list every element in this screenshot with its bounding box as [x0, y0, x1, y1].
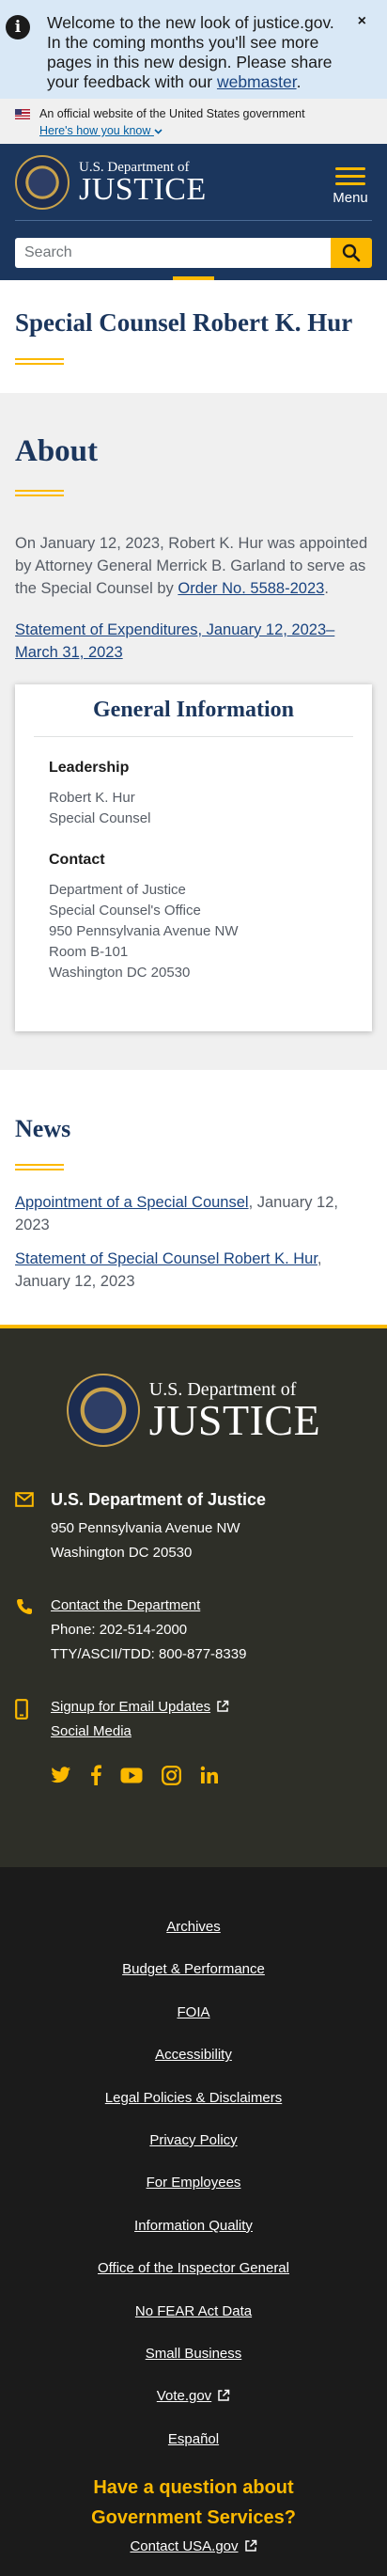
external-link-icon: [216, 1700, 229, 1713]
facebook-icon[interactable]: [90, 1765, 101, 1785]
footer-links: [0, 1867, 387, 2576]
about-section: [0, 393, 387, 1070]
site-alert: [0, 0, 387, 99]
footer-link-inspector-general[interactable]: Office of the Inspector General: [97, 2260, 289, 2277]
order-link[interactable]: Order No. 5588-2023: [178, 580, 325, 597]
footer-link-small-business[interactable]: Small Business: [145, 2345, 242, 2362]
news-link-appointment[interactable]: Appointment of a Special Counsel: [15, 1194, 249, 1211]
alert-message: [47, 13, 346, 92]
search-input[interactable]: [15, 238, 331, 268]
search-form: [15, 221, 372, 268]
footer-link-vote[interactable]: [0, 2387, 387, 2429]
leader-role: Special Counsel: [49, 810, 151, 826]
footer-link-archives[interactable]: Archives: [166, 1919, 221, 1935]
contact-line: Special Counsel's Office: [49, 903, 201, 919]
footer-link-budget[interactable]: Budget & Performance: [122, 1961, 265, 1978]
contact-line: Room B-101: [49, 944, 129, 960]
email-updates-link[interactable]: [51, 1699, 229, 1715]
info-icon: i: [6, 15, 30, 39]
footer-link-legal[interactable]: Legal Policies & Disclaimers: [104, 2089, 283, 2106]
about-heading: About: [15, 434, 99, 468]
leader-name: Robert K. Hur: [49, 790, 135, 806]
social-media-link[interactable]: Social Media: [51, 1723, 132, 1739]
twitter-icon[interactable]: [51, 1767, 71, 1783]
brand-small-text: U.S. Department of: [79, 159, 190, 175]
footer-phone: Phone: 202-514-2000: [51, 1622, 188, 1638]
official-website-text: An official website of the United States government: [39, 107, 305, 120]
phone-icon: [15, 1597, 34, 1616]
page-title-section: [0, 280, 387, 393]
us-flag-icon: [15, 109, 30, 119]
footer-link-no-fear[interactable]: No FEAR Act Data: [134, 2302, 253, 2319]
footer-updates-row: [15, 1695, 372, 1744]
alert-text: Welcome to the new look of justice.gov. In the coming months you'll see more pages in this new design. Please share your feedback with our: [47, 13, 334, 91]
footer-phone-row: [15, 1594, 372, 1667]
brand-big-text: JUSTICE: [79, 171, 207, 207]
news-date: , January 12, 2023: [15, 1194, 338, 1233]
news-section: [0, 1070, 387, 1325]
footer-contact-info: [0, 1488, 387, 1785]
footer-logo[interactable]: [0, 1374, 387, 1447]
contact-line: 950 Pennsylvania Avenue NW: [49, 923, 239, 939]
contact-label: Contact: [49, 852, 105, 868]
general-info-title: General Information: [34, 698, 353, 737]
footer-main: [0, 1325, 387, 1867]
footer-tty: TTY/ASCII/TDD: 800-877-8339: [51, 1646, 247, 1662]
about-paragraph: [15, 532, 372, 600]
contact-line: Washington DC 20530: [49, 965, 191, 981]
footer-link-foia[interactable]: FOIA: [177, 2003, 210, 2020]
footer-link-accessibility[interactable]: Accessibility: [155, 2047, 232, 2064]
email-updates-label: Signup for Email Updates: [51, 1699, 211, 1715]
linkedin-icon[interactable]: [200, 1766, 219, 1784]
contact-department-link[interactable]: Contact the Department: [51, 1597, 201, 1613]
search-icon: [342, 243, 361, 262]
about-text: On January 12, 2023, Robert K. Hur was appointed by Attorney General Merrick B. Garland to serve as the Special Counsel by: [15, 535, 368, 597]
external-link-icon: [244, 2539, 257, 2552]
header-notch: [173, 276, 214, 280]
government-services-question: Have a question about Government Services?: [91, 2477, 296, 2529]
footer-link-privacy[interactable]: Privacy Policy: [149, 2131, 238, 2148]
about-period: .: [324, 580, 329, 597]
footer-address-row: [15, 1488, 372, 1565]
footer-address-line: Washington DC 20530: [51, 1545, 193, 1561]
menu-label: Menu: [333, 190, 368, 206]
news-divider: [15, 1164, 64, 1170]
mail-icon: [15, 1492, 34, 1507]
expenditures-link[interactable]: Statement of Expenditures, January 12, 2023–March 31, 2023: [15, 621, 335, 661]
how-you-know-label: Here's how you know: [39, 124, 151, 137]
footer-wordmark: [148, 1379, 321, 1444]
webmaster-link[interactable]: webmaster: [216, 72, 297, 91]
contact-usa-label: Contact USA.gov: [130, 2538, 239, 2555]
leadership-label: Leadership: [49, 760, 130, 776]
mobile-icon: [15, 1699, 28, 1720]
general-info-card: [15, 684, 372, 1031]
alert-period: .: [296, 72, 302, 91]
youtube-icon[interactable]: [120, 1767, 143, 1783]
news-link-statement[interactable]: Statement of Special Counsel Robert K. Hur: [15, 1250, 317, 1267]
footer-address-line: 950 Pennsylvania Avenue NW: [51, 1520, 240, 1536]
footer-brand-small: U.S. Department of: [148, 1379, 297, 1400]
news-item: [15, 1248, 372, 1293]
how-you-know-link[interactable]: [39, 124, 372, 137]
news-heading: News: [15, 1115, 71, 1142]
site-header: [0, 144, 387, 280]
search-button[interactable]: [331, 238, 372, 268]
title-divider: [15, 358, 64, 365]
news-item: [15, 1191, 372, 1236]
contact-usa-link[interactable]: [130, 2538, 256, 2554]
page-title: Special Counsel Robert K. Hur: [15, 308, 353, 337]
footer-link-employees[interactable]: For Employees: [146, 2175, 241, 2191]
contact-line: Department of Justice: [49, 882, 186, 898]
footer-link-espanol[interactable]: Español: [167, 2430, 220, 2447]
doj-wordmark[interactable]: [79, 160, 207, 205]
about-divider: [15, 490, 64, 496]
instagram-icon[interactable]: [162, 1766, 181, 1785]
footer-brand-big: JUSTICE: [148, 1396, 321, 1444]
doj-seal-logo[interactable]: [15, 155, 70, 210]
news-date: , January 12, 2023: [15, 1250, 322, 1290]
social-icons: [51, 1765, 372, 1785]
doj-seal-logo: [67, 1374, 140, 1447]
hamburger-icon: [335, 167, 365, 185]
gov-banner: [0, 99, 387, 144]
footer-org-name: U.S. Department of Justice: [51, 1490, 267, 1509]
close-icon[interactable]: ×: [357, 13, 366, 29]
chevron-down-icon: [154, 129, 163, 134]
vote-label: Vote.gov: [156, 2388, 212, 2405]
external-link-icon: [217, 2389, 230, 2402]
footer-link-information-quality[interactable]: Information Quality: [134, 2217, 253, 2234]
menu-button[interactable]: [329, 163, 372, 206]
